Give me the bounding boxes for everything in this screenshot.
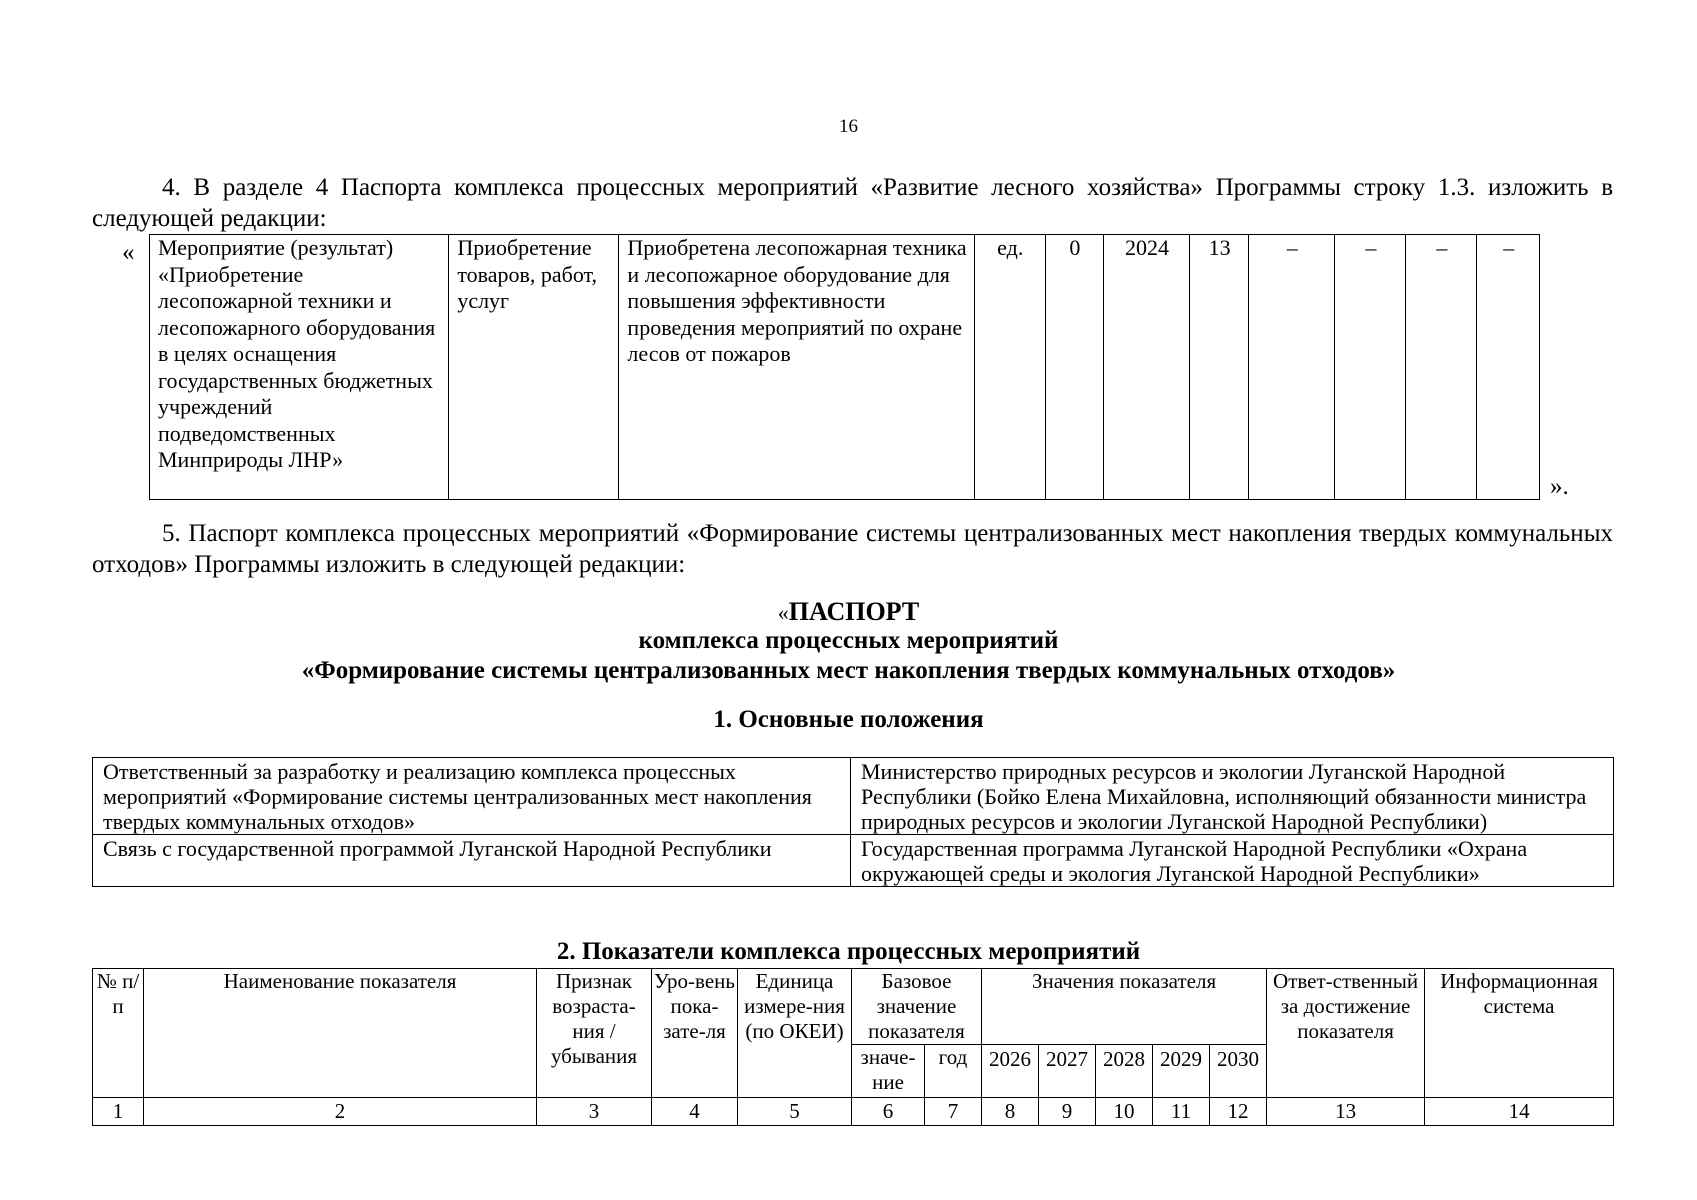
- section-1-value: Министерство природных ресурсов и экологии Луганской Народной Республики (Бойко Елена Михайловна, исполняющий обязанности министра природных ресурсов и экологии Луганской Народной Республики): [851, 758, 1614, 835]
- row-base-year-cell: 2024: [1103, 235, 1189, 500]
- paragraph-4: 4. В разделе 4 Паспорта комплекса процессных мероприятий «Развитие лесного хозяйства» Программы строку 1.3. изложить в следующей редакции:: [92, 174, 1613, 232]
- row-unit-cell: ед.: [974, 235, 1045, 500]
- column-number: 12: [1210, 1098, 1267, 1126]
- column-number: 9: [1039, 1098, 1096, 1126]
- header-year: 2029: [1153, 1045, 1210, 1098]
- row-value-cell: –: [1406, 235, 1477, 500]
- row-value-cell: 13: [1190, 235, 1249, 500]
- column-number: 5: [738, 1098, 852, 1126]
- row-description-cell: Приобретена лесопожарная техника и лесопожарное оборудование для повышения эффективности проведения мероприятий по охране лесов от пожаров: [619, 235, 974, 500]
- column-number: 1: [93, 1098, 144, 1126]
- row-name-cell: Мероприятие (результат) «Приобретение лесопожарной техники и лесопожарного оборудования в целях оснащения государственных бюджетных учреждений подведомственных Минприроды ЛНР»: [150, 235, 449, 500]
- column-number: 2: [144, 1098, 537, 1126]
- page-number: 16: [839, 116, 858, 137]
- header-level: Уро-вень пока-зате-ля: [652, 969, 738, 1098]
- passport-subtitle: комплекса процессных мероприятий: [638, 627, 1059, 654]
- section-1-value: Государственная программа Луганской Народной Республики «Охрана окружающей среды и экология Луганской Народной Республики»: [851, 835, 1614, 887]
- row-type-cell: Приобретение товаров, работ, услуг: [449, 235, 619, 500]
- header-year: 2027: [1039, 1045, 1096, 1098]
- row-value-cell: –: [1249, 235, 1335, 500]
- column-number: 6: [852, 1098, 925, 1126]
- section-1-row: [93, 835, 1614, 887]
- section-1-row: [93, 758, 1614, 835]
- header-name: Наименование показателя: [144, 969, 537, 1098]
- header-values: Значения показателя: [982, 969, 1267, 1045]
- passport-title: [0, 597, 1697, 627]
- section-2-heading: 2. Показатели комплекса процессных мероприятий: [556, 938, 1141, 965]
- header-base-year: год: [925, 1045, 982, 1098]
- section-1-table: [92, 757, 1614, 887]
- section-1-label: Связь с государственной программой Луганской Народной Республики: [93, 835, 851, 887]
- row-quote-close: ».: [1550, 473, 1569, 500]
- column-number: 7: [925, 1098, 982, 1126]
- column-number: 13: [1267, 1098, 1425, 1126]
- header-unit: Единица измере-ния (по ОКЕИ): [738, 969, 852, 1098]
- row-replacement-table: [149, 234, 1540, 500]
- row-1-3: [150, 235, 1540, 500]
- column-number: 8: [982, 1098, 1039, 1126]
- header-base: Базовое значение показателя: [852, 969, 982, 1045]
- section-1-label: Ответственный за разработку и реализацию комплекса процессных мероприятий «Формирование системы централизованных мест накопления твердых коммунальных отходов»: [93, 758, 851, 835]
- passport-name: «Формирование системы централизованных мест накопления твердых коммунальных отходов»: [301, 657, 1396, 684]
- passport-quote: «: [777, 600, 789, 625]
- column-number: 14: [1425, 1098, 1614, 1126]
- header-year: 2030: [1210, 1045, 1267, 1098]
- section-1-heading: 1. Основные положения: [713, 706, 984, 733]
- row-value-cell: –: [1477, 235, 1540, 500]
- column-number-row: [93, 1098, 1614, 1126]
- header-num: № п/п: [93, 969, 144, 1098]
- header-responsible: Ответ-ственный за достижение показателя: [1267, 969, 1425, 1098]
- header-system: Информационная система: [1425, 969, 1614, 1098]
- column-number: 3: [537, 1098, 652, 1126]
- passport-title-text: ПАСПОРТ: [788, 597, 920, 626]
- row-value-cell: –: [1335, 235, 1406, 500]
- header-trend: Признак возраста-ния / убывания: [537, 969, 652, 1098]
- header-year: 2028: [1096, 1045, 1153, 1098]
- column-number: 10: [1096, 1098, 1153, 1126]
- header-base-value: значе-ние: [852, 1045, 925, 1098]
- paragraph-5: 5. Паспорт комплекса процессных мероприятий «Формирование системы централизованных мест накопления твердых коммунальных отходов» Программы изложить в следующей редакции:: [92, 520, 1613, 578]
- column-number: 11: [1153, 1098, 1210, 1126]
- column-number: 4: [652, 1098, 738, 1126]
- header-year: 2026: [982, 1045, 1039, 1098]
- row-quote-open: «: [122, 239, 135, 266]
- row-base-value-cell: 0: [1045, 235, 1103, 500]
- section-2-table: [92, 968, 1614, 1126]
